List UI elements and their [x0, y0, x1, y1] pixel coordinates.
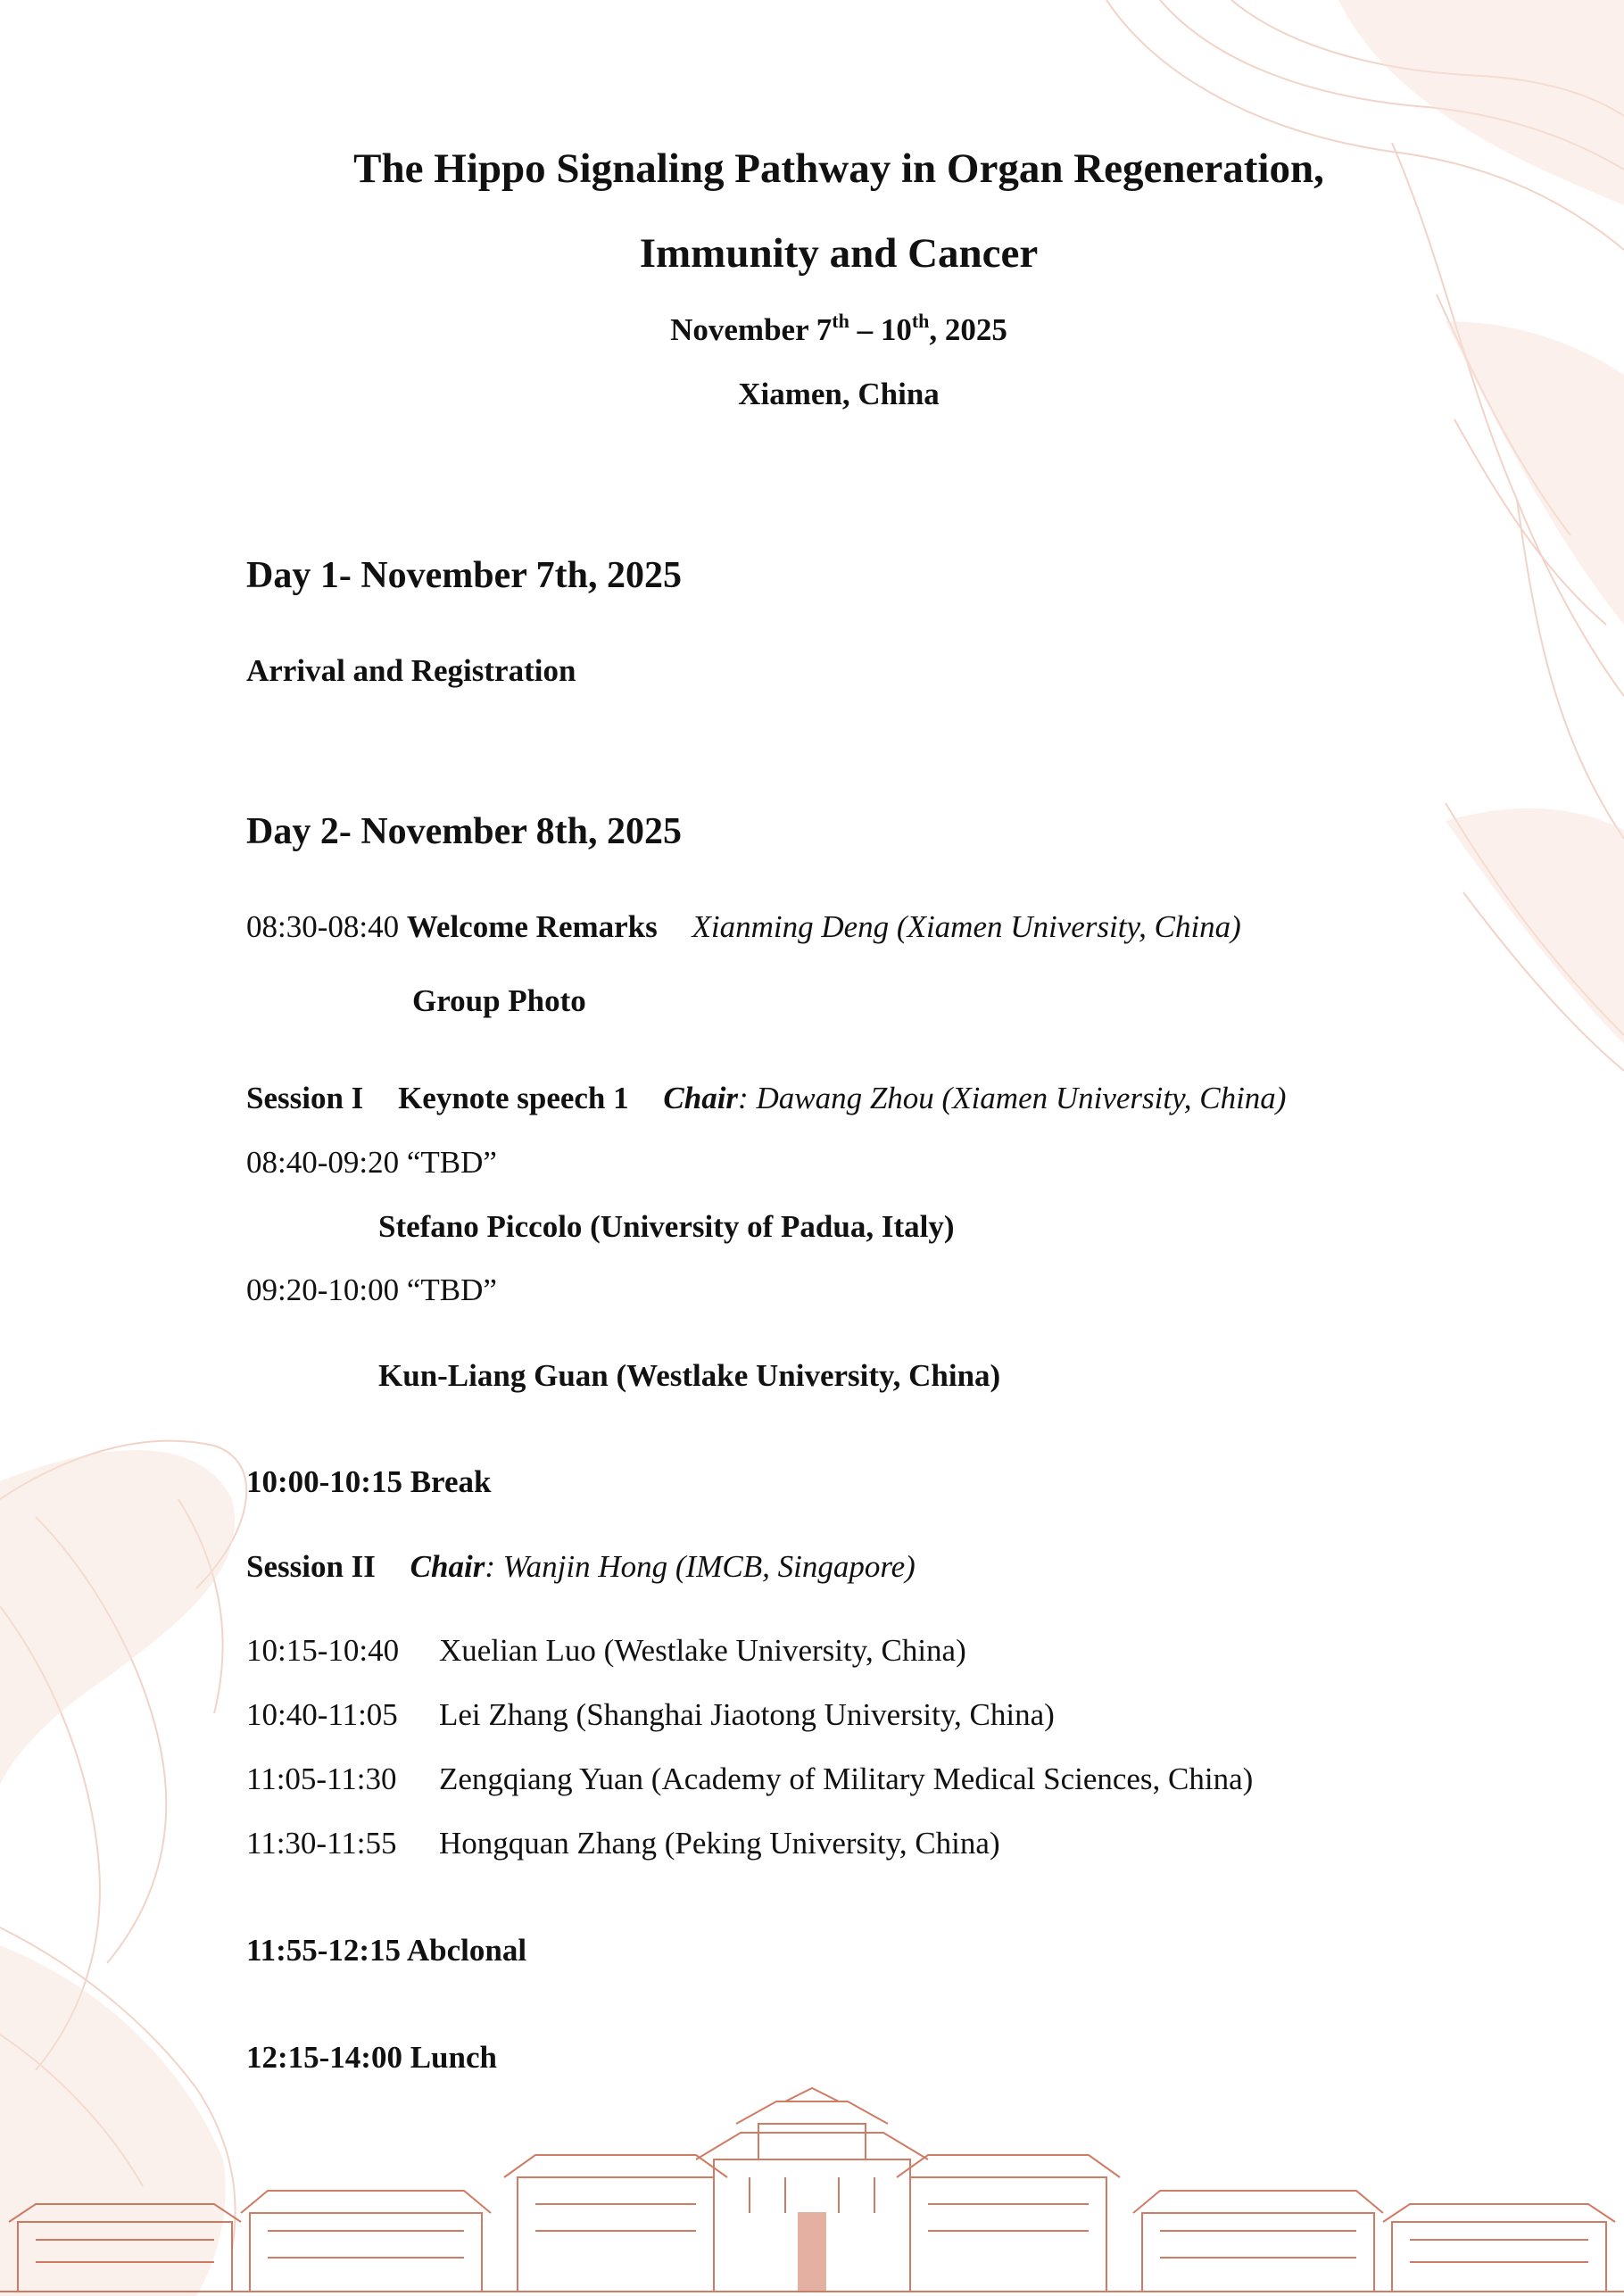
session-1-chair-label: Chair — [663, 1081, 739, 1115]
day-1-heading: Day 1- November 7th, 2025 — [246, 555, 683, 596]
conference-location: Xiamen, China — [738, 377, 940, 411]
talk-speaker: Xuelian Luo (Westlake University, China) — [439, 1633, 966, 1668]
talk-time: 10:15-10:40 — [246, 1633, 400, 1668]
day-1-activity: Arrival and Registration — [246, 653, 576, 688]
welcome-remarks-row — [246, 911, 1241, 942]
talk-row — [246, 1635, 966, 1666]
talk-speaker: Kun-Liang Guan (Westlake University, China) — [378, 1358, 1001, 1393]
session-1-chair-name: : Dawang Zhou (Xiamen University, China) — [738, 1081, 1287, 1115]
group-photo: Group Photo — [412, 983, 586, 1018]
welcome-speaker: Xianming Deng (Xiamen University, China) — [692, 909, 1241, 944]
date-start: November 7 — [670, 312, 833, 347]
talk-speaker: Zengqiang Yuan (Academy of Military Medical Sciences, China) — [439, 1761, 1254, 1796]
talk-title: “TBD” — [406, 1272, 497, 1307]
talk-speaker: Lei Zhang (Shanghai Jiaotong University, China) — [439, 1697, 1055, 1732]
date-end: – 10 — [849, 312, 912, 347]
talk-time: 11:30-11:55 — [246, 1826, 397, 1861]
session-2-chair-name: : Wanjin Hong (IMCB, Singapore) — [485, 1549, 916, 1584]
session-1-label: Keynote speech 1 — [398, 1081, 629, 1115]
welcome-time: 08:30-08:40 — [246, 909, 400, 944]
session-2-name: Session II — [246, 1549, 376, 1584]
talk-row — [246, 1274, 497, 1305]
talk-time: 08:40-09:20 — [246, 1145, 400, 1180]
program-title-line-1: The Hippo Signaling Pathway in Organ Regeneration, — [353, 145, 1324, 192]
date-end-suffix: th — [911, 310, 930, 332]
talk-row — [246, 1763, 1253, 1795]
sponsor-row: 11:55-12:15 Abclonal — [246, 1933, 527, 1968]
break-row: 10:00-10:15 Break — [246, 1464, 492, 1499]
day-2-heading: Day 2- November 8th, 2025 — [246, 811, 683, 852]
welcome-title: Welcome Remarks — [406, 909, 658, 944]
session-2-header — [246, 1551, 916, 1582]
talk-speaker: Stefano Piccolo (University of Padua, Italy) — [378, 1209, 955, 1244]
talk-time: 10:40-11:05 — [246, 1697, 398, 1732]
session-2-chair-label: Chair — [410, 1549, 485, 1584]
talk-row — [246, 1699, 1055, 1730]
date-year: , 2025 — [929, 312, 1007, 347]
conference-dates — [0, 310, 1624, 347]
date-start-suffix: th — [832, 310, 849, 332]
talk-time: 09:20-10:00 — [246, 1272, 400, 1307]
session-1-header — [246, 1082, 1286, 1114]
talk-row — [246, 1147, 497, 1178]
lunch-row: 12:15-14:00 Lunch — [246, 2040, 497, 2075]
session-1-name: Session I — [246, 1081, 364, 1115]
talk-row — [246, 1828, 1000, 1859]
program-title-line-2: Immunity and Cancer — [639, 230, 1039, 277]
talk-title: “TBD” — [406, 1145, 497, 1180]
talk-speaker: Hongquan Zhang (Peking University, China) — [439, 1826, 1000, 1861]
talk-time: 11:05-11:30 — [246, 1761, 397, 1796]
